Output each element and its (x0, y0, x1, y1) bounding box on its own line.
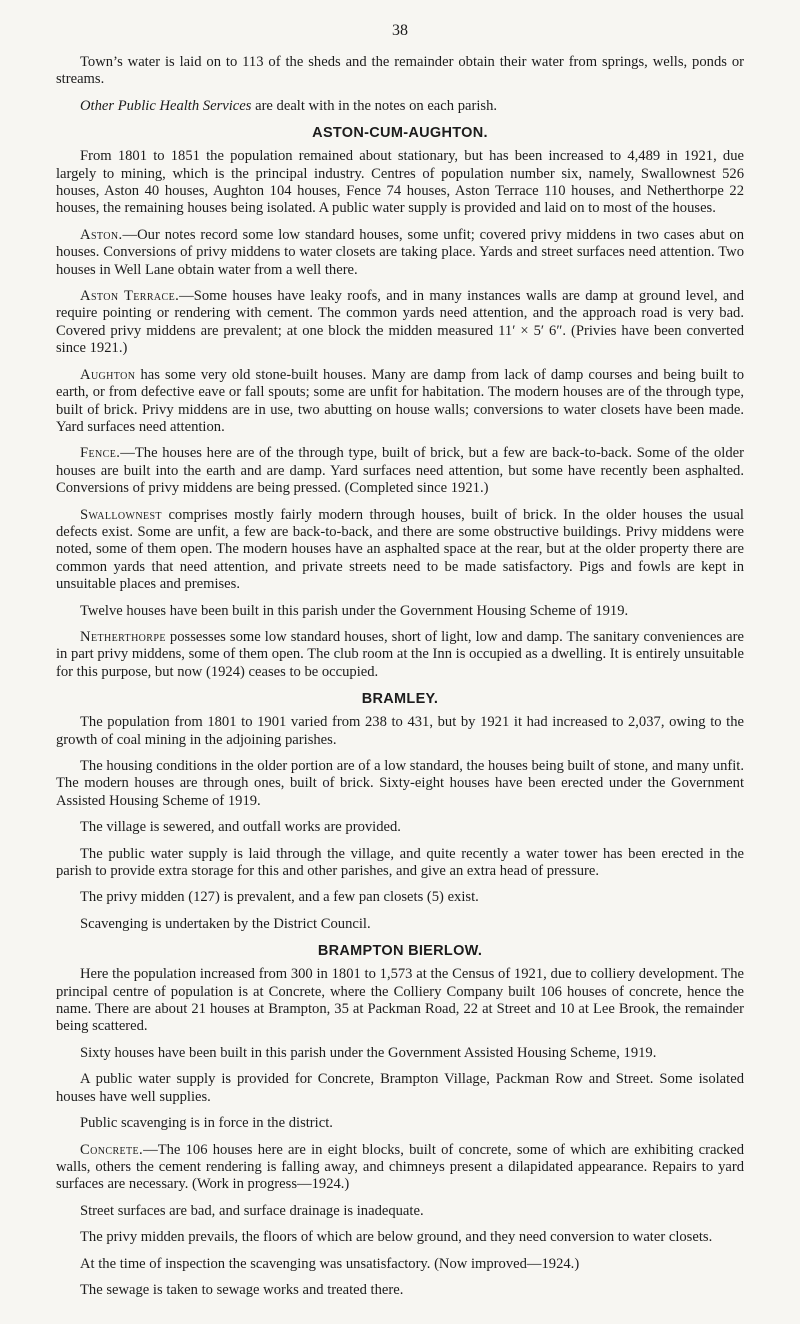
paragraph-text: Scavenging is undertaken by the District Council. (80, 915, 371, 932)
paragraph-text: From 1801 to 1851 the population remained about stationary, but has been increased to 4,489 in 1921, due largely to mining, which is the principal industry. Centres of population number six, namely, Swallownest 526 houses, Aston 40 houses, Aughton 104 houses, Fence 74 houses, Aston Terrace 110 houses, and Netherthorpe 22 houses, the remaining houses being isolated. A public water supply is provided and laid on to most of the houses. (56, 148, 744, 217)
section-heading-aston-cum-aughton: ASTON-CUM-AUGHTON. (312, 125, 488, 142)
section-paragraph (56, 1203, 744, 1220)
paragraph-text: The sewage is taken to sewage works and treated there. (80, 1281, 404, 1298)
section-paragraph (56, 148, 744, 218)
section-paragraph (56, 758, 744, 810)
section-paragraph (56, 227, 744, 279)
paragraph-text: Town’s water is laid on to 113 of the sheds and the remainder obtain their water from springs, wells, ponds or streams. (56, 54, 744, 88)
paragraph-text: —The 106 houses here are in eight blocks, built of concrete, some of which are exhibiting cracked walls, others the cement rendering is falling away, and chimneys present a dilapidated appearance. Repairs to yard surfaces are necessary. (Work in progress—1924.) (56, 1141, 744, 1193)
paragraph-text: A public water supply is provided for Concrete, Brampton Village, Packman Row and Street. Some isolated houses have well supplies. (56, 1071, 744, 1105)
document-body (56, 54, 744, 1299)
paragraph-lead: Swallownest (80, 506, 162, 523)
section-heading-brampton-bierlow: BRAMPTON BIERLOW. (317, 943, 483, 960)
paragraph-lead: Netherthorpe (80, 628, 166, 645)
paragraph-text: —Our notes record some low standard houses, some unfit; covered privy middens in two cases abut on houses. Conversions of privy middens to water closets are taking place. Yards and street surfaces need attention. Two houses in Well Lane obtain water from a well there. (56, 226, 744, 278)
paragraph-lead: Concrete. (80, 1141, 144, 1158)
paragraph-text: Twelve houses have been built in this parish under the Government Housing Scheme of 1919. (80, 602, 629, 619)
section-paragraph (56, 1045, 744, 1062)
section-paragraph (56, 819, 744, 836)
section-paragraph (56, 507, 744, 594)
intro-paragraph (56, 54, 744, 89)
paragraph-text: The public water supply is laid through the village, and quite recently a water tower has been erected in the parish to provide extra storage for this and other parishes, and give an extra head of pressure. (56, 845, 744, 880)
section-paragraph (56, 288, 744, 358)
paragraph-text: Public scavenging is in force in the district. (80, 1115, 333, 1132)
section-paragraph (56, 629, 744, 681)
section-paragraph (56, 714, 744, 749)
paragraph-text: The privy midden (127) is prevalent, and a few pan closets (5) exist. (80, 889, 479, 906)
section-paragraph (56, 603, 744, 620)
section-heading-bramley: BRAMLEY. (361, 691, 439, 708)
section-paragraph (56, 1071, 744, 1106)
intro-paragraph (56, 98, 744, 115)
paragraph-text: At the time of inspection the scavenging was unsatisfactory. (Now improved—1924.) (80, 1255, 580, 1272)
paragraph-text: The housing conditions in the older portion are of a low standard, the houses being built of stone, and many unfit. The modern houses are through ones, built of brick. Sixty-eight houses have been erected under the Government Assisted Housing Scheme of 1919. (56, 758, 744, 809)
paragraph-text: —Some houses have leaky roofs, and in many instances walls are damp at ground level, and require pointing or rendering with cement. The common yards need attention, and the approach road is very bad. Covered privy middens are prevalent; at one block the midden measured 11′ × 5′ 6″. (Privies have been converted since 1921.) (56, 288, 745, 357)
section-paragraph (56, 889, 744, 906)
paragraph-text: Here the population increased from 300 in 1801 to 1,573 at the Census of 1921, due to colliery development. The principal centre of population is at Concrete, where the Colliery Company built 106 houses of concrete, hence the name. There are about 21 houses at Brampton, 35 at Packman Road, 22 at Street and 10 at Lee Brook, the remainder being scattered. (56, 966, 744, 1035)
section-paragraph (56, 916, 744, 933)
paragraph-lead: Aston. (80, 226, 123, 243)
paragraph-text: has some very old stone-built houses. Many are damp from lack of damp courses and being built to earth, or from defective eave or fall spouts; some are unfit for habitation. The modern houses are of the through type, built of brick. Privy middens are in use, two abutting on house walls; conversions to water closets have been made. Yard surfaces need attention. (56, 366, 744, 435)
section-paragraph (56, 966, 744, 1036)
paragraph-text: possesses some low standard houses, short of light, low and damp. The sanitary conveniences are in part privy middens, some of them open. The club room at the Inn is occupied as a dwelling. It is entirely unsuitable for this purpose, but now (1924) ceases to be occupied. (56, 628, 744, 680)
paragraph-text: Street surfaces are bad, and surface drainage is inadequate. (80, 1202, 424, 1219)
section-paragraph (56, 1115, 744, 1132)
paragraph-text: are dealt with in the notes on each parish. (251, 97, 498, 114)
section-paragraph (56, 1142, 744, 1194)
section-paragraph (56, 846, 744, 881)
paragraph-text: —The houses here are of the through type, built of brick, but a few are back-to-back. Some of the older houses are built into the earth and are damp. Yard surfaces need attention, but some have recently been asphalted. Conversions of privy middens are being pressed. (Completed since 1921.) (56, 445, 744, 497)
paragraph-text: Sixty houses have been built in this parish under the Government Assisted Housing Scheme, 1919. (80, 1044, 657, 1061)
section-paragraph (56, 1229, 744, 1246)
paragraph-lead: Fence. (80, 445, 121, 462)
paragraph-lead: Other Public Health Services (80, 97, 252, 114)
paragraph-lead: Aughton (80, 366, 136, 383)
page-number: 38 (392, 22, 408, 39)
section-paragraph (56, 367, 744, 437)
paragraph-text: The village is sewered, and outfall works are provided. (80, 819, 401, 836)
paragraph-text: comprises mostly fairly modern through houses, built of brick. In the older houses the usual defects exist. Some are unfit, a few are back-to-back, and there are some obstructive buildings. Privy middens were noted, some of them open. The modern houses have an asphalted space at the rear, but at the older property there are common yards that need attention, and private streets need to be made satisfactory. Pigs and fowls are kept in unsuitable places and premises. (56, 506, 744, 593)
paragraph-text: The population from 1801 to 1901 varied from 238 to 431, but by 1921 it had increased to 2,037, owing to the growth of coal mining in the adjoining parishes. (56, 714, 744, 748)
paragraph-lead: Aston Terrace. (80, 288, 180, 305)
section-paragraph (56, 1282, 744, 1299)
section-paragraph (56, 1256, 744, 1273)
section-paragraph (56, 445, 744, 497)
paragraph-text: The privy midden prevails, the floors of which are below ground, and they need conversion to water closets. (80, 1229, 713, 1246)
